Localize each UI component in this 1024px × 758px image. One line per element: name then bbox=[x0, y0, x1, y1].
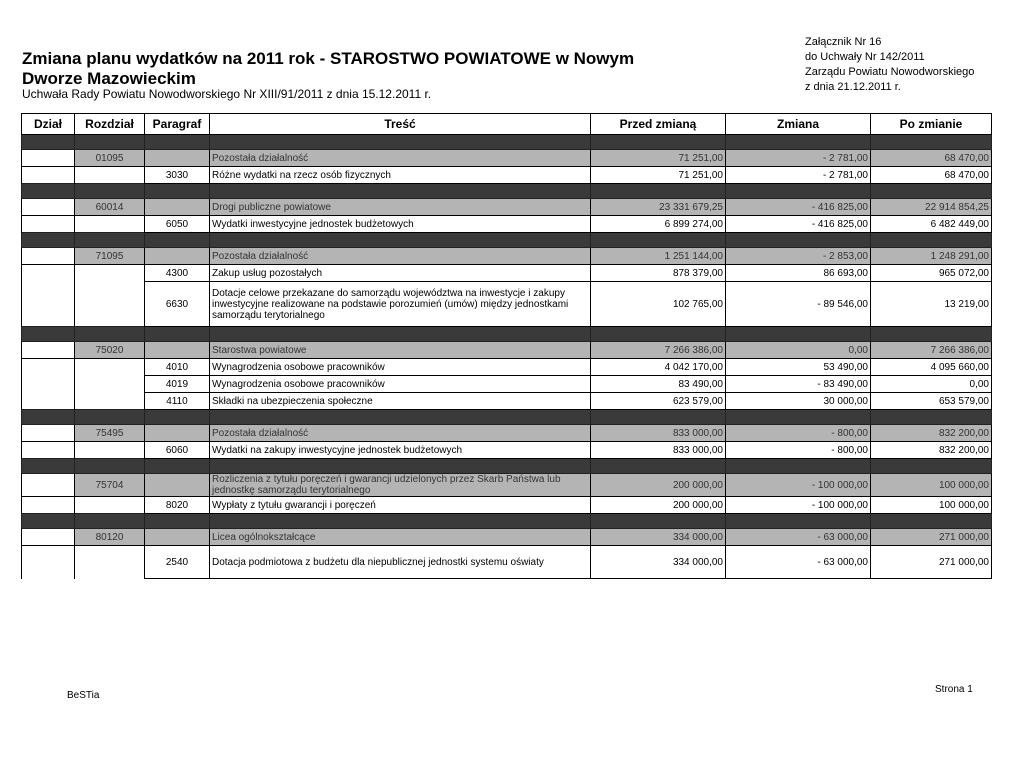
paragraf-name: Różne wydatki na rzecz osób fizycznych bbox=[210, 167, 591, 184]
amount-after: 68 470,00 bbox=[871, 150, 992, 167]
paragraf-name: Wynagrodzenia osobowe pracowników bbox=[210, 376, 591, 393]
dzial-band-cell bbox=[75, 459, 145, 474]
document-subtitle: Uchwała Rady Powiatu Nowodworskiego Nr XIII/91/2011 z dnia 15.12.2011 r. bbox=[22, 87, 432, 101]
dzial-band-cell bbox=[591, 233, 726, 248]
paragraf-name: Wydatki na zakupy inwestycyjne jednostek budżetowych bbox=[210, 442, 591, 459]
amount-change: - 800,00 bbox=[726, 425, 871, 442]
dzial-cell bbox=[22, 529, 75, 546]
paragraf-name: Dotacje celowe przekazane do samorządu województwa na inwestycje i zakupy inwestycyjne realizowane na podstawie porozumień (umów) między jednostkami samorządu terytorialnego bbox=[210, 282, 591, 327]
dzial-band-cell bbox=[22, 514, 75, 529]
rozdzial-row bbox=[22, 248, 992, 265]
dzial-cell bbox=[22, 265, 75, 282]
rozdzial-cell bbox=[75, 282, 145, 327]
rozdzial-code: 60014 bbox=[75, 199, 145, 216]
dzial-cell bbox=[22, 167, 75, 184]
dzial-band-cell bbox=[145, 184, 210, 199]
dzial-cell bbox=[22, 150, 75, 167]
rozdzial-cell bbox=[75, 442, 145, 459]
dzial-band-cell bbox=[75, 514, 145, 529]
rozdzial-name: Drogi publiczne powiatowe bbox=[210, 199, 591, 216]
amount-change: - 83 490,00 bbox=[726, 376, 871, 393]
rozdzial-name: Rozliczenia z tytułu poręczeń i gwarancji udzielonych przez Skarb Państwa lub jednostkę samorządu terytorialnego bbox=[210, 474, 591, 497]
amount-after: 22 914 854,25 bbox=[871, 199, 992, 216]
amount-change: - 416 825,00 bbox=[726, 216, 871, 233]
amount-before: 200 000,00 bbox=[591, 497, 726, 514]
rozdzial-cell bbox=[75, 359, 145, 376]
paragraf-name: Dotacja podmiotowa z budżetu dla niepublicznej jednostki systemu oświaty bbox=[210, 546, 591, 579]
amount-change: 0,00 bbox=[726, 342, 871, 359]
table-row bbox=[22, 265, 992, 282]
amount-change: - 2 781,00 bbox=[726, 167, 871, 184]
rozdzial-name: Pozostała działalność bbox=[210, 150, 591, 167]
amount-change: - 63 000,00 bbox=[726, 546, 871, 579]
rozdzial-cell bbox=[75, 265, 145, 282]
amount-change: 53 490,00 bbox=[726, 359, 871, 376]
dzial-band-cell bbox=[726, 135, 871, 150]
amount-after: 271 000,00 bbox=[871, 546, 992, 579]
paragraf-code: 6630 bbox=[145, 282, 210, 327]
rozdzial-row bbox=[22, 150, 992, 167]
dzial-band-cell bbox=[210, 233, 591, 248]
paragraf-code: 4010 bbox=[145, 359, 210, 376]
dzial-band-cell bbox=[145, 135, 210, 150]
dzial-band-cell bbox=[22, 327, 75, 342]
dzial-band-cell bbox=[75, 135, 145, 150]
dzial-band-cell bbox=[210, 410, 591, 425]
dzial-band-row bbox=[22, 184, 992, 199]
table-row bbox=[22, 216, 992, 233]
amount-change: 86 693,00 bbox=[726, 265, 871, 282]
paragraf-code: 4110 bbox=[145, 393, 210, 410]
rozdzial-cell bbox=[75, 167, 145, 184]
table-row bbox=[22, 546, 992, 579]
amount-before: 833 000,00 bbox=[591, 425, 726, 442]
dzial-band-cell bbox=[210, 135, 591, 150]
amount-change: 30 000,00 bbox=[726, 393, 871, 410]
dzial-band-cell bbox=[75, 233, 145, 248]
rozdzial-row bbox=[22, 342, 992, 359]
dzial-band-cell bbox=[145, 233, 210, 248]
table-row bbox=[22, 359, 992, 376]
dzial-band-cell bbox=[145, 410, 210, 425]
amount-after: 0,00 bbox=[871, 376, 992, 393]
dzial-band-cell bbox=[871, 327, 992, 342]
amount-change: - 800,00 bbox=[726, 442, 871, 459]
amount-after: 653 579,00 bbox=[871, 393, 992, 410]
amount-change: - 89 546,00 bbox=[726, 282, 871, 327]
dzial-cell bbox=[22, 199, 75, 216]
amount-before: 71 251,00 bbox=[591, 150, 726, 167]
amount-before: 7 266 386,00 bbox=[591, 342, 726, 359]
dzial-cell bbox=[22, 248, 75, 265]
amount-change: - 2 853,00 bbox=[726, 248, 871, 265]
table-row bbox=[22, 167, 992, 184]
amount-before: 4 042 170,00 bbox=[591, 359, 726, 376]
dzial-band-cell bbox=[22, 233, 75, 248]
dzial-band-cell bbox=[871, 410, 992, 425]
dzial-band-row bbox=[22, 514, 992, 529]
table-row bbox=[22, 497, 992, 514]
paragraf-name: Wypłaty z tytułu gwarancji i poręczeń bbox=[210, 497, 591, 514]
paragraf-code: 6060 bbox=[145, 442, 210, 459]
dzial-band-cell bbox=[726, 410, 871, 425]
amount-after: 68 470,00 bbox=[871, 167, 992, 184]
page-number: Strona 1 bbox=[935, 684, 973, 695]
rozdzial-code: 80120 bbox=[75, 529, 145, 546]
paragraf-code: 6050 bbox=[145, 216, 210, 233]
annex-line: Załącznik Nr 16 bbox=[805, 36, 882, 48]
paragraf-code: 3030 bbox=[145, 167, 210, 184]
amount-before: 623 579,00 bbox=[591, 393, 726, 410]
rozdzial-cell bbox=[75, 393, 145, 410]
dzial-band-cell bbox=[591, 327, 726, 342]
col-header-po: Po zmianie bbox=[871, 114, 992, 135]
amount-after: 4 095 660,00 bbox=[871, 359, 992, 376]
paragraf-name: Składki na ubezpieczenia społeczne bbox=[210, 393, 591, 410]
amount-before: 23 331 679,25 bbox=[591, 199, 726, 216]
dzial-band-cell bbox=[210, 459, 591, 474]
dzial-band-cell bbox=[726, 327, 871, 342]
dzial-band-cell bbox=[22, 410, 75, 425]
expenditure-table bbox=[21, 113, 992, 579]
col-header-paragraf: Paragraf bbox=[145, 114, 210, 135]
amount-before: 71 251,00 bbox=[591, 167, 726, 184]
paragraf-cell bbox=[145, 150, 210, 167]
dzial-band-row bbox=[22, 233, 992, 248]
paragraf-code: 8020 bbox=[145, 497, 210, 514]
dzial-band-cell bbox=[591, 135, 726, 150]
dzial-band-cell bbox=[591, 410, 726, 425]
rozdzial-name: Starostwa powiatowe bbox=[210, 342, 591, 359]
rozdzial-name: Licea ogólnokształcące bbox=[210, 529, 591, 546]
dzial-band-cell bbox=[591, 514, 726, 529]
paragraf-code: 4300 bbox=[145, 265, 210, 282]
rozdzial-code: 75704 bbox=[75, 474, 145, 497]
dzial-cell bbox=[22, 216, 75, 233]
dzial-band-cell bbox=[726, 514, 871, 529]
col-header-rozdzial: Rozdział bbox=[75, 114, 145, 135]
dzial-band-cell bbox=[210, 514, 591, 529]
rozdzial-row bbox=[22, 199, 992, 216]
paragraf-name: Zakup usług pozostałych bbox=[210, 265, 591, 282]
table-header-row bbox=[22, 114, 992, 135]
dzial-cell bbox=[22, 474, 75, 497]
rozdzial-cell bbox=[75, 497, 145, 514]
dzial-band-cell bbox=[210, 327, 591, 342]
dzial-band-row bbox=[22, 459, 992, 474]
dzial-band-cell bbox=[726, 459, 871, 474]
dzial-band-cell bbox=[145, 459, 210, 474]
amount-before: 878 379,00 bbox=[591, 265, 726, 282]
table-row bbox=[22, 393, 992, 410]
footer-left: BeSTia bbox=[67, 690, 100, 701]
dzial-band-cell bbox=[871, 233, 992, 248]
amount-change: - 100 000,00 bbox=[726, 474, 871, 497]
dzial-band-row bbox=[22, 410, 992, 425]
dzial-band-cell bbox=[22, 135, 75, 150]
rozdzial-row bbox=[22, 425, 992, 442]
amount-after: 7 266 386,00 bbox=[871, 342, 992, 359]
amount-before: 334 000,00 bbox=[591, 529, 726, 546]
paragraf-cell bbox=[145, 425, 210, 442]
rozdzial-cell bbox=[75, 546, 145, 579]
table-row bbox=[22, 376, 992, 393]
col-header-zmiana: Zmiana bbox=[726, 114, 871, 135]
rozdzial-code: 01095 bbox=[75, 150, 145, 167]
amount-after: 271 000,00 bbox=[871, 529, 992, 546]
dzial-band-row bbox=[22, 135, 992, 150]
amount-change: - 416 825,00 bbox=[726, 199, 871, 216]
dzial-cell bbox=[22, 282, 75, 327]
dzial-band-cell bbox=[75, 410, 145, 425]
annex-line: do Uchwały Nr 142/2011 bbox=[805, 51, 925, 63]
dzial-band-cell bbox=[871, 184, 992, 199]
dzial-band-cell bbox=[871, 135, 992, 150]
amount-change: - 100 000,00 bbox=[726, 497, 871, 514]
dzial-band-cell bbox=[871, 459, 992, 474]
dzial-band-cell bbox=[75, 184, 145, 199]
amount-after: 6 482 449,00 bbox=[871, 216, 992, 233]
rozdzial-code: 71095 bbox=[75, 248, 145, 265]
paragraf-cell bbox=[145, 342, 210, 359]
paragraf-code: 2540 bbox=[145, 546, 210, 579]
rozdzial-code: 75495 bbox=[75, 425, 145, 442]
amount-change: - 63 000,00 bbox=[726, 529, 871, 546]
document-title: Zmiana planu wydatków na 2011 rok - STAROSTWO POWIATOWE w Nowym Dworze Mazowieckim bbox=[22, 49, 635, 88]
annex-line: z dnia 21.12.2011 r. bbox=[805, 81, 901, 93]
table-body bbox=[22, 135, 992, 579]
dzial-band-row bbox=[22, 327, 992, 342]
paragraf-cell bbox=[145, 248, 210, 265]
dzial-band-cell bbox=[145, 514, 210, 529]
amount-after: 13 219,00 bbox=[871, 282, 992, 327]
amount-before: 102 765,00 bbox=[591, 282, 726, 327]
dzial-band-cell bbox=[871, 514, 992, 529]
amount-before: 83 490,00 bbox=[591, 376, 726, 393]
paragraf-code: 4019 bbox=[145, 376, 210, 393]
paragraf-cell bbox=[145, 529, 210, 546]
rozdzial-row bbox=[22, 474, 992, 497]
amount-after: 832 200,00 bbox=[871, 425, 992, 442]
dzial-cell bbox=[22, 342, 75, 359]
amount-before: 6 899 274,00 bbox=[591, 216, 726, 233]
amount-after: 965 072,00 bbox=[871, 265, 992, 282]
paragraf-name: Wydatki inwestycyjne jednostek budżetowych bbox=[210, 216, 591, 233]
dzial-cell bbox=[22, 359, 75, 376]
paragraf-cell bbox=[145, 199, 210, 216]
amount-before: 334 000,00 bbox=[591, 546, 726, 579]
col-header-przed: Przed zmianą bbox=[591, 114, 726, 135]
rozdzial-name: Pozostała działalność bbox=[210, 425, 591, 442]
dzial-band-cell bbox=[210, 184, 591, 199]
col-header-tresc: Treść bbox=[210, 114, 591, 135]
dzial-cell bbox=[22, 393, 75, 410]
rozdzial-code: 75020 bbox=[75, 342, 145, 359]
table-row bbox=[22, 282, 992, 327]
dzial-band-cell bbox=[22, 459, 75, 474]
paragraf-cell bbox=[145, 474, 210, 497]
dzial-cell bbox=[22, 442, 75, 459]
dzial-band-cell bbox=[726, 184, 871, 199]
amount-before: 200 000,00 bbox=[591, 474, 726, 497]
paragraf-name: Wynagrodzenia osobowe pracowników bbox=[210, 359, 591, 376]
rozdzial-row bbox=[22, 529, 992, 546]
rozdzial-cell bbox=[75, 216, 145, 233]
amount-after: 1 248 291,00 bbox=[871, 248, 992, 265]
annex-line: Zarządu Powiatu Nowodworskiego bbox=[805, 66, 975, 78]
amount-before: 833 000,00 bbox=[591, 442, 726, 459]
dzial-band-cell bbox=[22, 184, 75, 199]
dzial-band-cell bbox=[75, 327, 145, 342]
dzial-band-cell bbox=[145, 327, 210, 342]
amount-after: 100 000,00 bbox=[871, 474, 992, 497]
dzial-band-cell bbox=[591, 184, 726, 199]
amount-before: 1 251 144,00 bbox=[591, 248, 726, 265]
rozdzial-cell bbox=[75, 376, 145, 393]
rozdzial-name: Pozostała działalność bbox=[210, 248, 591, 265]
annex-block bbox=[805, 35, 974, 95]
dzial-cell bbox=[22, 425, 75, 442]
amount-change: - 2 781,00 bbox=[726, 150, 871, 167]
amount-after: 100 000,00 bbox=[871, 497, 992, 514]
dzial-cell bbox=[22, 497, 75, 514]
dzial-band-cell bbox=[726, 233, 871, 248]
dzial-band-cell bbox=[591, 459, 726, 474]
dzial-cell bbox=[22, 376, 75, 393]
table-row bbox=[22, 442, 992, 459]
col-header-dzial: Dział bbox=[22, 114, 75, 135]
amount-after: 832 200,00 bbox=[871, 442, 992, 459]
dzial-cell bbox=[22, 546, 75, 579]
